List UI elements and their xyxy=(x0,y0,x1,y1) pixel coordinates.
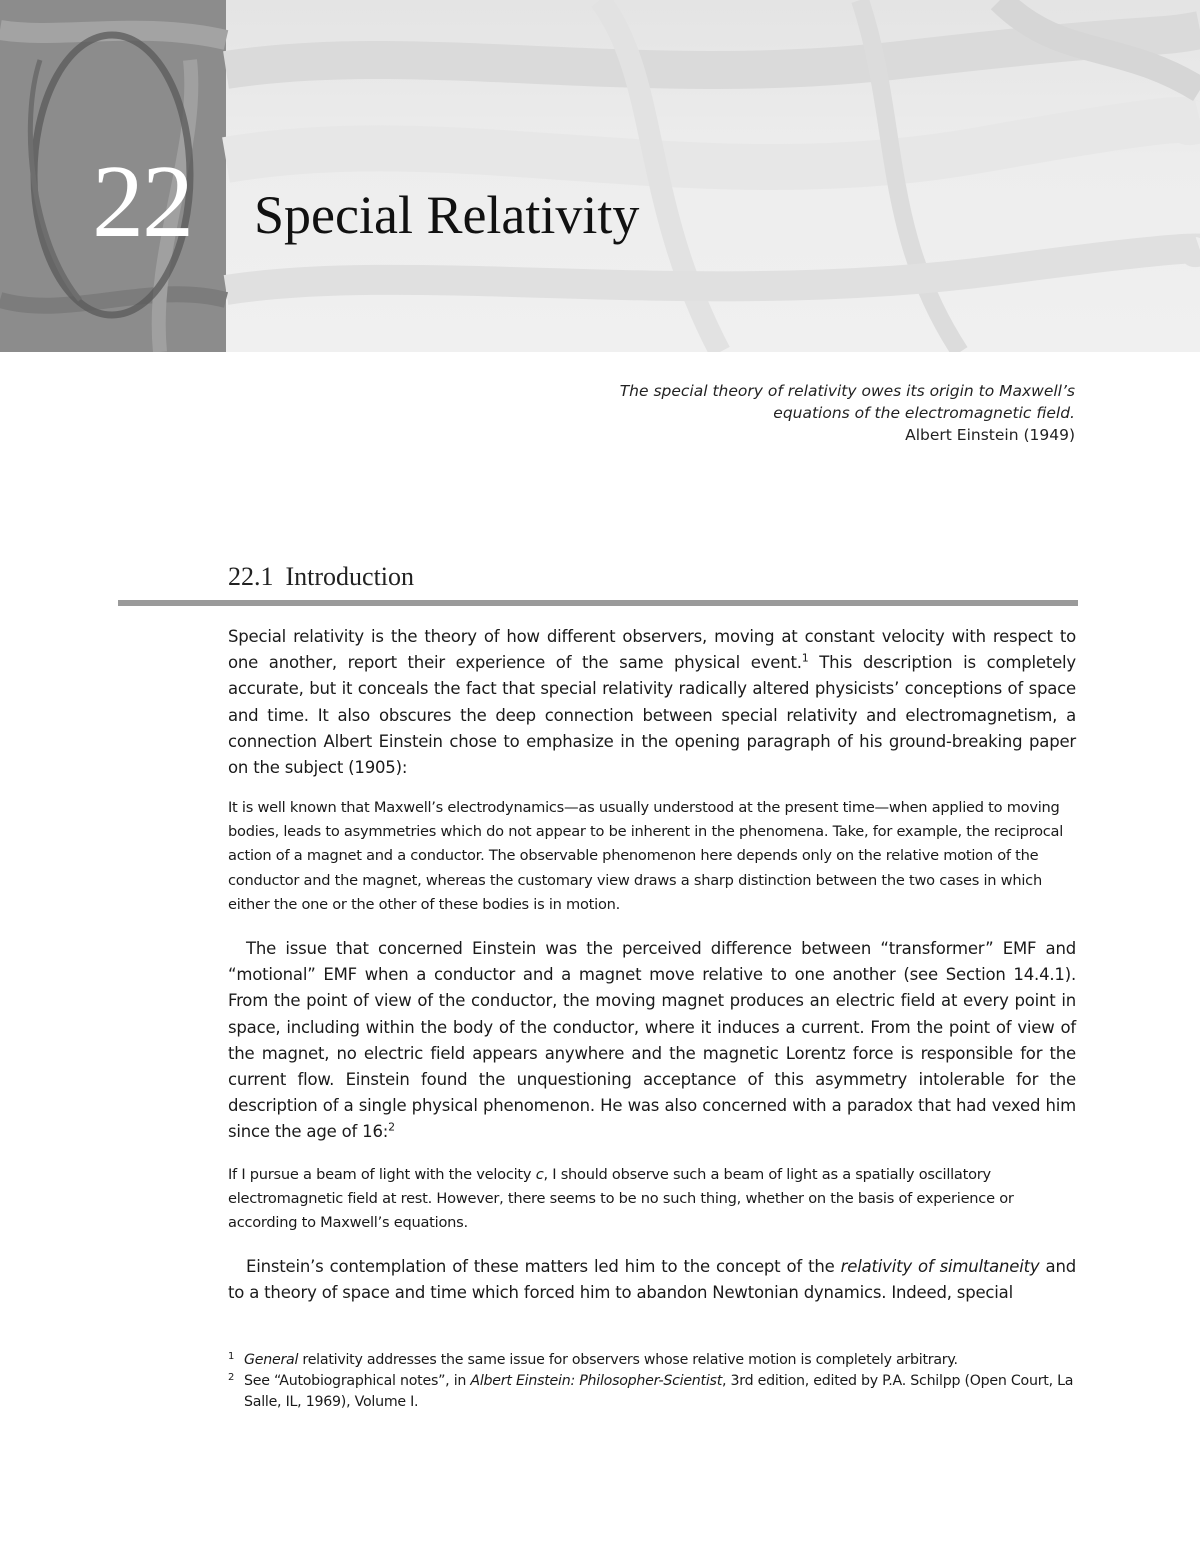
footnote-2-text-b: , 3rd edition, edited by P.A. Schilpp (Open Court, La Salle, IL, 1969), Volume I. xyxy=(244,1373,1074,1410)
epigraph xyxy=(375,380,1075,446)
footnote-2-text-a: See “Autobiographical notes”, in xyxy=(244,1373,471,1389)
section-rule xyxy=(118,600,1078,606)
paragraph-2 xyxy=(228,936,1076,1146)
block-quote-2 xyxy=(228,1163,1076,1236)
paragraph-3-text-a: Einstein’s contemplation of these matters led him to the concept of the xyxy=(246,1257,841,1276)
footnote-2-book-title: Albert Einstein: Philosopher-Scientist xyxy=(470,1373,723,1389)
block-quote-1: It is well known that Maxwell’s electrodynamics—as usually understood at the present time—when applied to moving bodies, leads to asymmetries which do not appear to be inherent in the phenomena. Take, for example, the reciprocal action of a magnet and a conductor. The observable phenomenon here depends only on the relative motion of the conductor and the magnet, whereas the customary view draws a sharp distinction between the two cases in which either the one or the other of these bodies is in motion. xyxy=(228,799,1064,913)
chapter-number: 22 xyxy=(92,144,192,259)
paragraph-2-text: The issue that concerned Einstein was the perceived difference between “transformer” EMF and “motional” EMF when a conductor and a magnet move relative to one another (see Section 14.4.1). From the point of view of the conductor, the moving magnet produces an electric field at every point in space, including within the body of the conductor, where it induces a current. From the point of view of the magnet, no electric field appears anywhere and the magnetic Lorentz force is responsible for the current flow. Einstein found the unquestioning acceptance of this asymmetry intolerable for the description of a single physical phenomenon. He was also concerned with a paradox that had vexed him since the age of 16: xyxy=(228,939,1076,1142)
paragraph-3-text-b: and to a theory of space and time which forced him to abandon Newtonian dynamics. Indeed, special xyxy=(228,1257,1076,1303)
epigraph-line-2: equations of the electromagnetic field. xyxy=(773,404,1075,422)
paragraph-1-text-b: This description is completely accurate, but it conceals the fact that special relativity radically altered physicists’ conceptions of space and time. It also obscures the deep connection between special relativity and electromagnetism, a connection Albert Einstein chose to emphasize in the opening paragraph of his ground-breaking paper on the subject (1905): xyxy=(228,653,1076,778)
section-title: Introduction xyxy=(285,562,415,591)
paragraph-1-text-a: Special relativity is the theory of how different observers, moving at constant velocity with respect to one another, report their experience of the same physical event. xyxy=(228,627,1076,673)
chapter-header xyxy=(0,0,1200,352)
block-quote-2-text-a: If I pursue a beam of light with the velocity xyxy=(228,1166,536,1183)
footnote-1-emphasis: General xyxy=(244,1352,299,1368)
velocity-variable: c xyxy=(535,1166,544,1183)
epigraph-line-1: The special theory of relativity owes its origin to Maxwell’s xyxy=(619,382,1075,400)
footnote-ref-1: 1 xyxy=(801,651,809,665)
footnote-ref-2: 2 xyxy=(388,1120,395,1134)
footnote-2-mark: 2 xyxy=(228,1372,235,1383)
chapter-title: Special Relativity xyxy=(254,185,640,245)
block-quote-2-text-b: , I should observe such a beam of light as a spatially oscillatory electromagnetic field at rest. However, there seems to be no such thing, whether on the basis of experience or according to Maxwell’s equations. xyxy=(228,1166,1014,1232)
paragraph-1 xyxy=(228,624,1076,781)
footnote-1-text: relativity addresses the same issue for observers whose relative motion is completely arbitrary. xyxy=(298,1352,958,1368)
paragraph-3 xyxy=(228,1254,1076,1306)
paragraph-3-emphasis: relativity of simultaneity xyxy=(840,1257,1040,1276)
section-number: 22.1 xyxy=(228,562,274,591)
epigraph-attribution: Albert Einstein (1949) xyxy=(905,426,1075,444)
footnote-1 xyxy=(228,1350,1076,1371)
footnotes xyxy=(228,1350,1076,1413)
footnote-1-mark: 1 xyxy=(228,1351,235,1362)
footnote-2 xyxy=(228,1371,1076,1413)
section-heading xyxy=(228,562,414,592)
